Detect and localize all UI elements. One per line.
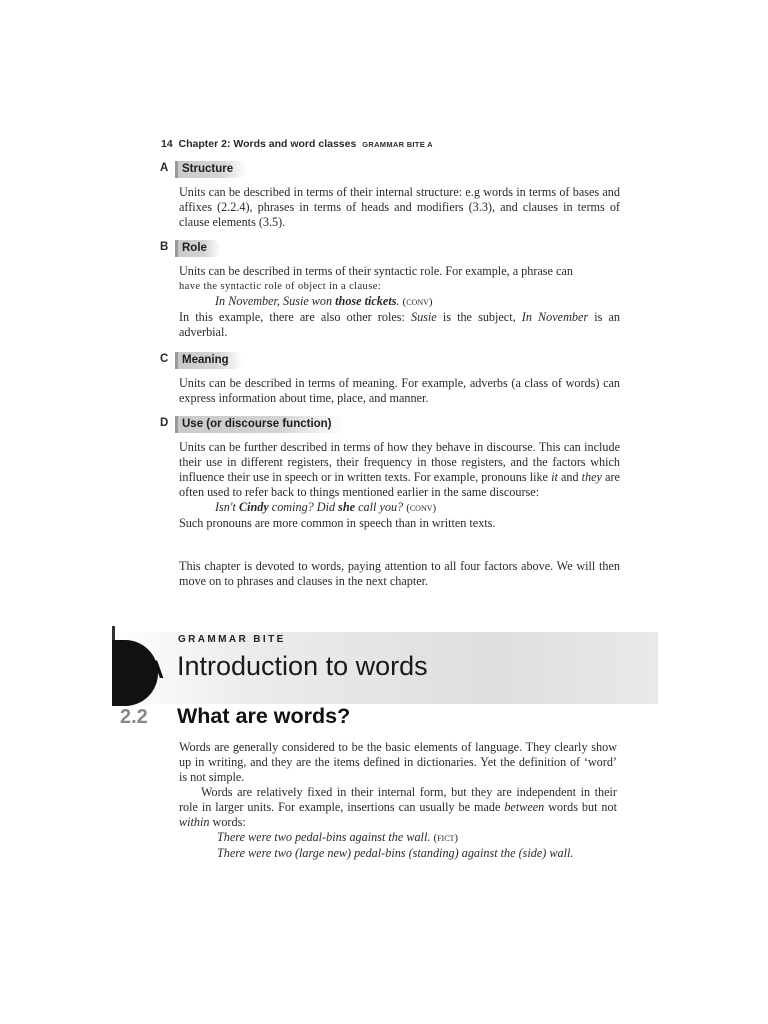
example-highlight: those tickets bbox=[335, 294, 397, 308]
section-a bbox=[160, 162, 620, 230]
section-c-body bbox=[179, 376, 620, 406]
section-heading: What are words? bbox=[177, 704, 351, 728]
example-part: call you? bbox=[355, 500, 404, 514]
text-part: words but not bbox=[544, 800, 618, 814]
paragraph-line: have the syntactic role of object in a clause: bbox=[179, 281, 382, 292]
register-label: (fict) bbox=[433, 832, 459, 844]
text-part: are often used to refer back to things mentioned earlier in the same discourse: bbox=[179, 470, 620, 499]
example-sentence bbox=[215, 294, 620, 310]
section-a-heading bbox=[160, 162, 620, 180]
paragraph: Such pronouns are more common in speech than in written texts. bbox=[179, 516, 496, 530]
section-letter: D bbox=[160, 417, 169, 429]
text-part: Words are relatively fixed in their internal form, but they are independent in their role in larger units. For example, insertions can usually be made bbox=[179, 785, 617, 814]
closing-paragraph: This chapter is devoted to words, paying attention to all four factors above. We will then move on to phrases and clauses in the next chapter. bbox=[179, 559, 620, 588]
example-highlight: she bbox=[338, 500, 356, 514]
section-2-2-body bbox=[179, 740, 617, 861]
paragraph-line: Units can be described in terms of their syntactic role. For example, a phrase can bbox=[179, 264, 573, 278]
section-d-body bbox=[179, 440, 620, 531]
grammar-bite-title: Introduction to words bbox=[177, 651, 428, 681]
paragraph bbox=[179, 440, 620, 500]
text-italic: In November bbox=[521, 310, 589, 324]
paragraph: Units can be described in terms of meaning. For example, adverbs (a class of words) can express information about time, place, and manner. bbox=[179, 376, 620, 405]
example-part: . bbox=[396, 294, 400, 308]
text-italic: within bbox=[179, 815, 210, 829]
section-letter: A bbox=[160, 162, 169, 174]
page-number: 14 bbox=[161, 138, 173, 150]
example-sentence bbox=[215, 500, 620, 516]
paragraph: Words are generally considered to be the basic elements of language. They clearly show up in writing, and they are the items defined in dictionaries. Yet the definition of ‘word’ is not simple. bbox=[179, 740, 617, 784]
section-c bbox=[160, 353, 620, 406]
text-italic: between bbox=[504, 800, 545, 814]
paragraph bbox=[179, 310, 620, 340]
section-c-heading bbox=[160, 353, 620, 371]
section-d bbox=[160, 417, 620, 531]
chapter-title: Chapter 2: Words and word classes bbox=[178, 138, 357, 150]
example-part: In November, Susie won bbox=[215, 294, 336, 308]
example-highlight: Cindy bbox=[238, 500, 269, 514]
example-sentence: There were two (large new) pedal-bins (standing) against the (side) wall. bbox=[217, 846, 574, 860]
text-italic: it bbox=[551, 470, 558, 484]
running-head-bite: GRAMMAR BITE A bbox=[362, 140, 433, 149]
section-letter: C bbox=[160, 353, 169, 365]
section-letter: B bbox=[160, 241, 169, 253]
closing-body bbox=[179, 559, 620, 589]
example-sentence bbox=[217, 830, 617, 846]
text-part: words: bbox=[209, 815, 246, 829]
text-part: is an adverbial. bbox=[179, 310, 620, 339]
grammar-bite-letter: A bbox=[146, 656, 165, 684]
paragraph: Units can be described in terms of their internal structure: e.g words in terms of bases and affixes (2.2.4), phrases in terms of heads and modifiers (3.3), and clauses in terms of clause elements (3.5). bbox=[179, 185, 620, 229]
section-title-tab: Role bbox=[175, 240, 221, 257]
register-label: (conv) bbox=[406, 502, 437, 514]
section-title-tab: Structure bbox=[175, 161, 247, 178]
closing-block bbox=[160, 559, 620, 589]
running-head bbox=[161, 138, 433, 150]
section-b bbox=[160, 241, 620, 340]
grammar-bite-label: GRAMMAR BITE bbox=[178, 634, 286, 645]
example-part: Isn't bbox=[215, 500, 239, 514]
text-italic: Susie bbox=[410, 310, 437, 324]
register-label: (conv) bbox=[402, 296, 433, 308]
text-part: Units can be further described in terms of how they behave in discourse. This can include their use in different registers, their frequency in those registers, and the factors which influence their use in speech or in written texts. For example, pronouns like bbox=[179, 440, 620, 484]
section-title-tab: Use (or discourse function) bbox=[175, 416, 346, 433]
paragraph bbox=[179, 785, 617, 830]
section-b-heading bbox=[160, 241, 620, 259]
text-part: In this example, there are also other roles: bbox=[179, 310, 411, 324]
banner-rule bbox=[112, 626, 115, 640]
text-part: and bbox=[557, 470, 582, 484]
section-number: 2.2 bbox=[120, 706, 148, 728]
example-text: There were two pedal-bins against the wall. bbox=[217, 830, 431, 844]
section-a-body bbox=[179, 185, 620, 230]
section-b-body bbox=[179, 264, 620, 340]
example-part: coming? Did bbox=[268, 500, 339, 514]
text-italic: they bbox=[581, 470, 602, 484]
section-title-tab: Meaning bbox=[175, 352, 243, 369]
section-d-heading bbox=[160, 417, 620, 435]
text-part: is the subject, bbox=[436, 310, 522, 324]
